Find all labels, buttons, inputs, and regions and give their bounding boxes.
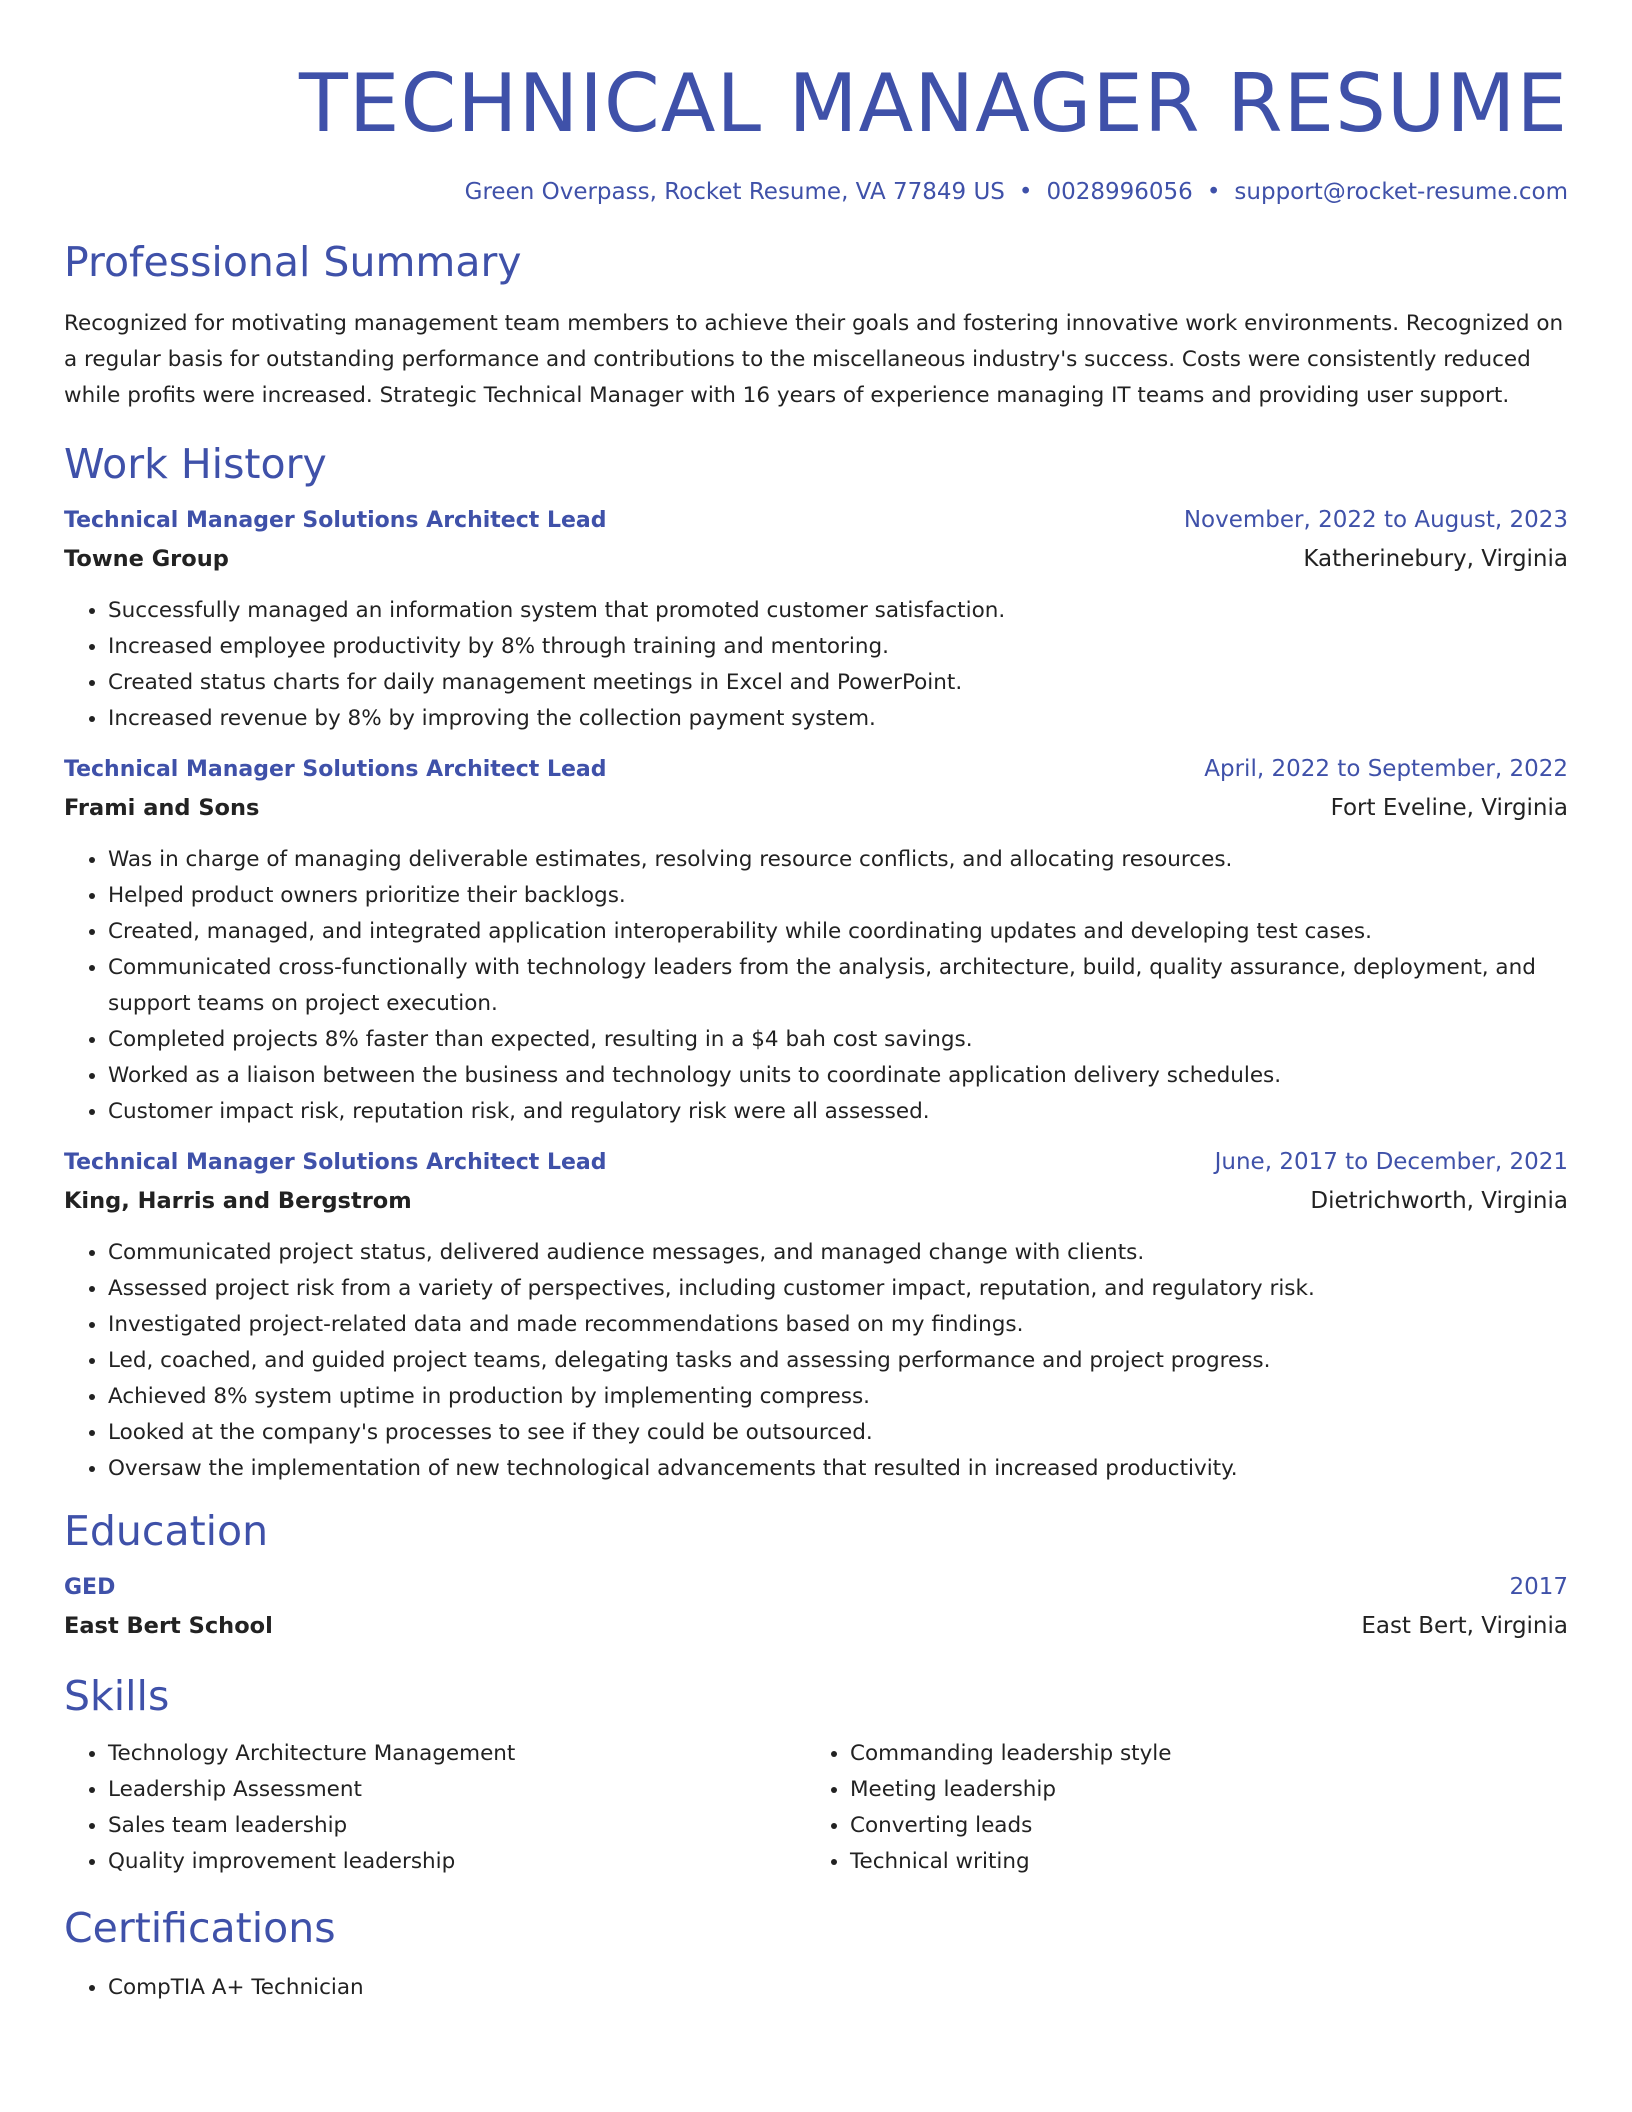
contact-address: Green Overpass, Rocket Resume, VA 77849 US xyxy=(464,179,1005,205)
skills-list-right xyxy=(806,1736,1548,1880)
contact-line xyxy=(64,176,1568,208)
skills-grid xyxy=(64,1736,1568,1880)
job-bullet: • Created status charts for daily management meetings in Excel and PowerPoint. xyxy=(108,665,1568,701)
skill-item: • Converting leads xyxy=(850,1808,1548,1844)
job-bullet: • Achieved 8% system uptime in production by implementing compress. xyxy=(108,1379,1568,1415)
job-company: Frami and Sons xyxy=(64,795,260,821)
skill-item: • Quality improvement leadership xyxy=(108,1844,806,1880)
work-history-heading: Work History xyxy=(64,440,327,488)
certifications-section xyxy=(64,1902,1568,2006)
education-school: East Bert School xyxy=(64,1613,273,1639)
job-dates: April, 2022 to September, 2022 xyxy=(1204,756,1568,782)
job-bullet: • Investigated project-related data and made recommendations based on my findings. xyxy=(108,1307,1568,1343)
certification-item: • CompTIA A+ Technician xyxy=(108,1970,1568,2006)
skills-heading: Skills xyxy=(64,1672,170,1720)
job-bullet: • Increased revenue by 8% by improving the collection payment system. xyxy=(108,701,1568,737)
summary-heading: Professional Summary xyxy=(64,238,522,286)
job-bullet: • Led, coached, and guided project teams, delegating tasks and assessing performance and project progress. xyxy=(108,1343,1568,1379)
skill-item: • Sales team leadership xyxy=(108,1808,806,1844)
job-title: Technical Manager Solutions Architect Lead xyxy=(64,508,607,533)
resume-title: TECHNICAL MANAGER RESUME xyxy=(299,57,1568,150)
job-bullet: • Communicated cross-functionally with technology leaders from the analysis, architecture, build, quality assurance, deployment, and support teams on project execution. xyxy=(108,950,1568,1022)
job-bullet: • Oversaw the implementation of new technological advancements that resulted in increased productivity. xyxy=(108,1451,1568,1487)
skills-list-left xyxy=(64,1736,806,1880)
job-bullet: • Increased employee productivity by 8% through training and mentoring. xyxy=(108,629,1568,665)
education-location: East Bert, Virginia xyxy=(1361,1613,1568,1639)
skill-item: • Technology Architecture Management xyxy=(108,1736,806,1772)
job-bullet: • Successfully managed an information system that promoted customer satisfaction. xyxy=(108,593,1568,629)
job-entry xyxy=(64,1144,1568,1487)
job-company: King, Harris and Bergstrom xyxy=(64,1188,412,1214)
job-bullet: • Assessed project risk from a variety of perspectives, including customer impact, reputation, and regulatory risk. xyxy=(108,1271,1568,1307)
education-year: 2017 xyxy=(1509,1574,1568,1600)
contact-separator: • xyxy=(1018,179,1033,205)
job-entry xyxy=(64,751,1568,1130)
certifications-list xyxy=(64,1970,1568,2006)
job-bullet: • Worked as a liaison between the business and technology units to coordinate application delivery schedules. xyxy=(108,1058,1568,1094)
education-heading: Education xyxy=(64,1507,269,1555)
contact-phone: 0028996056 xyxy=(1046,179,1193,205)
skill-item: • Technical writing xyxy=(850,1844,1548,1880)
job-dates: November, 2022 to August, 2023 xyxy=(1183,507,1568,533)
job-title: Technical Manager Solutions Architect Lead xyxy=(64,1150,607,1175)
job-bullet: • Customer impact risk, reputation risk, and regulatory risk were all assessed. xyxy=(108,1094,1568,1130)
job-bullet: • Created, managed, and integrated application interoperability while coordinating updates and developing test cases. xyxy=(108,914,1568,950)
certifications-heading: Certifications xyxy=(64,1904,336,1952)
job-location: Katherinebury, Virginia xyxy=(1303,546,1568,572)
job-bullet: • Was in charge of managing deliverable estimates, resolving resource conflicts, and allocating resources. xyxy=(108,842,1568,878)
summary-text: Recognized for motivating management team members to achieve their goals and fostering innovative work environments. Recognized on a regular basis for outstanding performance and contributions to the miscellaneous industry's success. Costs were consistently reduced while profits were increased. Strategic Technical Manager with 16 years of experience managing IT teams and providing user support. xyxy=(64,311,1564,408)
skill-item: • Commanding leadership style xyxy=(850,1736,1548,1772)
summary-section xyxy=(64,236,1568,414)
job-location: Fort Eveline, Virginia xyxy=(1330,795,1568,821)
work-history-section xyxy=(64,438,1568,1487)
contact-email[interactable]: support@rocket-resume.com xyxy=(1234,179,1568,205)
education-degree: GED xyxy=(64,1575,116,1600)
job-bullets xyxy=(64,842,1568,1130)
education-section xyxy=(64,1505,1568,1646)
job-bullet: • Helped product owners prioritize their backlogs. xyxy=(108,878,1568,914)
job-bullet: • Completed projects 8% faster than expected, resulting in a $4 bah cost savings. xyxy=(108,1022,1568,1058)
job-dates: June, 2017 to December, 2021 xyxy=(1214,1149,1568,1175)
skill-item: • Leadership Assessment xyxy=(108,1772,806,1808)
job-bullets xyxy=(64,1235,1568,1487)
contact-separator: • xyxy=(1206,179,1221,205)
skills-section xyxy=(64,1670,1568,1880)
job-bullet: • Looked at the company's processes to see if they could be outsourced. xyxy=(108,1415,1568,1451)
job-title: Technical Manager Solutions Architect Lead xyxy=(64,757,607,782)
job-bullet: • Communicated project status, delivered audience messages, and managed change with clients. xyxy=(108,1235,1568,1271)
job-company: Towne Group xyxy=(64,546,229,572)
job-bullets xyxy=(64,593,1568,737)
job-entry xyxy=(64,502,1568,737)
skill-item: • Meeting leadership xyxy=(850,1772,1548,1808)
job-location: Dietrichworth, Virginia xyxy=(1310,1188,1568,1214)
